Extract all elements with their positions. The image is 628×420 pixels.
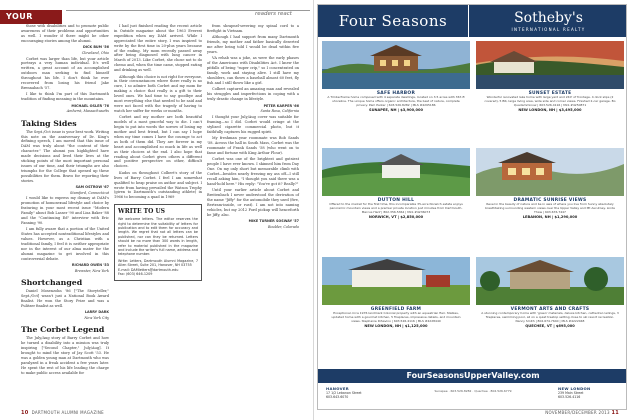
letter-paragraph: Colbert captured an amazing man and revealed his struggles and imperfections in coping with a truly drastic change in lifestyle. [207,87,299,102]
letter-heading-taking-sides: Taking Sides [21,118,77,128]
right-page [314,0,628,420]
listing-title: DRAMATIC SUNRISE VIEWS [513,198,587,203]
left-folio [21,410,104,416]
letter-paragraph: I would like to express my dismay at DAM's promotion of homosexual lifestyle and choice by featuring in your most recent issue "Modern Family" about Bob Lasser '90 and Lisa Baker '88 and the "Continuing Ed" interview with Eric Fanning '90. [21,196,109,225]
letter-paragraph: Corbet and my mother are both beautiful models of a most graceful way to die. I can't begin to put into words the sorrow of losing my mother and best friend, but I can say I hope when my time comes I have the courage to act as both of them did. They are forever in my heart and accomplished so much in life as well as their choices at the end. I also hope that reading about Corbet gives others a different and positive perspective on other, difficult choices. [114,115,202,169]
letter-location: Santa Rosa, California [260,109,299,114]
office-address: 17 1/2 Lebanon Street [326,391,362,396]
listing-photo [476,148,624,196]
sothebys-logo [468,5,627,37]
listing-title: VERMONT ARTS AND CRAFTS [510,307,590,312]
letter-location: Cleveland, Ohio [81,50,109,55]
letter-signature: MIKE TURNER SOSWAY '57 [248,219,299,224]
listing-price: NORWICH, VT | $2,850,000 [368,215,424,220]
listing-title: SAFE HARBOR [376,91,416,96]
listing-title: GREENFIELD FARM [370,307,422,312]
letters-column-2 [114,24,202,281]
listing-description: Wonderful renovated lake home with large yard and 240' of frontage. 4 dock slips (2 covered), 5 BR, large living area, wide side and corner views. Finished 2-car garage. Bo Quadamminow | 603.526.4116 | MLS #4250871 [484,95,616,107]
write-address: Write: Letters, Dartmouth Alumni Magazine, 7 Allen Street, Suite 201, Hanover, NH 03755 [118,258,198,268]
letter-heading-corbet-legend: The Corbet Legend [21,325,105,335]
section-tab: YOUR TURN [0,10,62,24]
letter-location: Boulder, Colorado [268,224,299,229]
listing-title: SUNSET ESTATE [528,91,572,96]
sothebys-subtitle: INTERNATIONAL REALTY [511,27,586,32]
office-name: HANOVER [326,386,349,391]
letter-paragraph: My freshman year roommate was Bob Sands '58. Across the hall in South Mass, Corbet was the roommate of Frank Sands '58 (who went on to fame and fortune with King Arthur Flour). [207,136,299,155]
four-seasons-logo [318,5,468,37]
letters-column-1 [21,24,109,377]
listing-description: Revel in the beauty of nature and be in awe of where you live from Sunny absolutely breathtaking surrounding western views over the Upper Valley and Mt Ascutney. Linda Thaw | 603.676.7447 [485,202,615,214]
letter-paragraph: I thought your July/Aug cover was suitable for framing—so I did. Corbet would cringe at the stylized cigarette commercial photo, but it faithfully captures his rugged spirit. [207,115,299,134]
letter-paragraph: VA rehab was a joke, as were the early phases of the Americans with Disabilities Act. I knew the pitfalls of being "super crip," so I concentrated on family, work and staying alive. I still have my shoulders, can throw a baseball almost 60 feet, fly fish and I still throw like a girl. [207,56,299,85]
listing-sunset-estate[interactable] [476,41,624,112]
page-number: 10 [21,410,29,416]
office-footer [318,383,627,410]
letter-signature: MICHAEL OSLER '76 [71,103,109,108]
letter-paragraph: Corbet was larger than life, but your article portrays a very human individual. It's well written, a great account of an accomplished outdoors man seeking to find himself throughout his life. I don't think he ever recovered from losing his friend Jake Brennabach '57. [21,56,109,90]
website-url-banner[interactable]: FourSeasonsUpperValley.com [318,369,627,383]
letter-paragraph: Kudos on throughout Colbert's story of the lives of Barry Corbet. I feel I am somewhat qualified to heap praise on author and subject. I wrote from having prevailed the Watson Trophy (given to Dartmouth's outstanding athlete) in 1966 to becoming a quad in 1969 [114,170,202,200]
letter-location: Stamford, Connecticut [70,190,109,195]
listing-price: NEW LONDON, NH | $1,125,000 [364,324,428,329]
listing-title: DUTTON HILL [377,198,415,203]
listing-greenfield-farm[interactable] [322,257,470,328]
issue-date: NOVEMBER/DECEMBER 2013 [545,410,610,415]
letter-signature: LARRY DARK [84,310,109,315]
letter-paragraph: I am fully aware that a portion of the United States has accepted nontraditional lifestyles and values. However, as a Christian with a traditional family, I feel it is neither appropriate nor in the interest of our alma mater for the alumni magazine to get involved in this controversial debate. [21,227,109,261]
listing-dramatic-sunrise-views[interactable] [476,148,624,219]
letter-paragraph: Although I had support from many Dartmouth friends, my mother and father basically deserted me after being told I would be dead within five years. [207,35,299,55]
letter-location: Amherst, Massachusetts [66,109,109,114]
letter-location: New York City [84,315,109,320]
office-phone: 603.526.4116 [558,395,581,400]
listing-photo [322,148,470,196]
letter-paragraph: from shrapnel-severing my spinal cord to a firefight in Vietnam. [207,24,299,33]
sothebys-name: Sotheby's [514,10,583,26]
write-to-us-box [114,204,202,280]
listing-description: A stunning contemporary home with 'green' materials, deluxe kitchen, cathedral ceilings, 3 fireplaces, swimming pool, all on a quiet treetop setting close to ski resort recreation. Nancy Smith | 802.674.7640 | MLS #4222048 [481,311,619,323]
office-phone: 603.643.6070 [326,395,349,400]
letter-paragraph: The Sept./Oct issue is your best work. Writing this note on the anniversary of Dr. King's defining speech, I am moved that this issue of DAM was truly about "the content of their character." The alumni you highlighted have made decisions and lived their lives at the sticking points of the most important personal issues of our time, and their triumphs are also triumphs for the College that opened up these possibilities for them. Bravo for reporting their stories. [21,129,109,183]
letter-signature: PETER KARPER '66 [263,103,299,108]
right-folio [545,410,622,416]
listing-photo [476,41,624,89]
listing-price: QUECHEE, VT | $695,000 [525,324,575,329]
letter-paragraph: The July/Aug story of Barry Corbet and how he turned a disability into a mission was truly inspiring ["Second Chapter," July/Aug]. It brought to mind the story of Jay Scott '53. He was a golden young man at Dartmouth who was paralyzed in a freak accident a few years later. He spent the rest of his life leading the charge to make public access available for [21,336,109,375]
letter-signature: DICK BUM '56 [82,45,109,50]
letter-signature: RICHARD OWEN '53 [71,263,109,268]
office-address: 239 Main Street [558,391,584,396]
listing-vermont-arts-and-crafts[interactable] [476,257,624,328]
letter-signature: SAM OSTROW '67 [75,185,109,190]
office-name: NEW LONDON [558,386,591,391]
write-to-us-text: We welcome letters. The editor reserves the right to determine the suitability of letters for publication and to edit them for accuracy and length. We regret that not all letters can be published, nor can they be returned. Letters should be no more than 300 words in length, refer to material published in the magazine and include the writer's full name, address and telephone number. [118,217,199,257]
listing-description: A Timberframe home composed with 4 separate dwellings, located on 3.5 acres with 367-ft shoreline. The unique home offers organic architecture, the best of nature, complete privacy. Pam Parker | 603.526.8282 | MLS #4295186 [327,95,465,107]
letter-paragraph: I had just finished reading the recent article in Outside magazine about the 1963 Everest expedition when my DAM arrived. While I appreciated the entire story, I was inspired to write by the first time in 20-plus years because of the ending. My mom recently passed away after being diagnosed with lung cancer in March of 2013. Like Corbet, she chose not to do chemo and, when the time came, stopped eating and drinking as well. [114,24,202,73]
letter-paragraph: Daniel Mosenzohn '86 ["The Storyteller," Sept./Oct] wasn't just a National Book Award finalist. He won the Story Prize and was a Pulitzer finalist as well. [21,289,109,308]
listing-photo [322,41,470,89]
page-number: 11 [611,410,619,416]
listing-price: NEW LONDON, NH | $3,495,000 [518,108,582,113]
listing-photo [476,257,624,305]
office-secondary: Sunapee · 603.526.8282 · Quechee · 802.526.6779 [434,389,512,393]
listing-dutton-hill[interactable] [322,148,470,219]
listing-safe-harbor[interactable] [322,41,470,112]
office-new-london [558,387,618,400]
listing-description: Exceptional circa 1976 landmark Colonial property with an equestrian flair. Stables, updated home with a gourmet kitchen, 5 fireplaces, impressive details, and mountain views. Stephanie DiSavino | 603.526.4116 | MLS #4228440 [331,311,461,323]
write-email: E-mail: DAMletters@dartmouth.edu [118,267,179,272]
letter-location: Brewster, New York [74,268,109,273]
write-fax: Fax: (603) 646-1209 [118,272,153,277]
real-estate-ad [317,4,627,410]
letter-paragraph: Until your earlier article about Corbet and Breitenbach I never understood the derivation of the name "Jiffy" for the automobile they used (five, Bertram-inside, or rust). I am not into naming vehicles, but my 2012 Ford pickup will henceforth be Jiffy, also. [207,188,299,217]
letter-paragraph: Corbet was one of the brightest and gutsiest people I have ever known. I skinned him from Day One. On my only short but memorable climb with Corbet—besides nearly freezing my ass off—I still recall asking him, "I thought you said there was a hand-hold here." His reply: "You've got it? Really?" [207,157,299,186]
letter-heading-shortchanged: Shortchanged [21,278,83,288]
letters-column-3 [207,24,299,231]
write-to-us-title: WRITE TO US [118,208,166,216]
ad-header [318,5,627,37]
listing-description: Offered to the market for the first time, this incomparable 35-acre Norwich estate enjoys panoramic mountain views and a premier private location just minutes from Dartmouth. Marcus Hanf | 802.356.5364 | MLS #4236073 [329,202,463,214]
listing-price: LEBANON, NH | $1,290,000 [522,215,578,220]
four-seasons-name: Four Seasons [338,12,448,30]
magazine-name: DARTMOUTH ALUMNI MAGAZINE [31,410,104,415]
letter-paragraph: Although this choice is not right for everyone, in their circumstances where there really is no cure, I so admire both Corbet and my mom for making a choice that really is a gift to their loved ones. We had time to say goodbye and most everything else that needed to be said and were not faced with the tragedy of having to watch her suffer for weeks or months. [114,74,202,113]
letter-paragraph: I like to think I'm part of this Dartmouth tradition of finding meaning in the mountains. [21,92,109,102]
office-hanover [326,387,386,400]
section-kicker: readers react [255,11,292,17]
letter-paragraph: those with disabilities and to promote public awareness of their problems and opportunities as well. I wonder if there might be other encouraging stories among the alumni. [21,24,109,43]
listing-price: SUNAPEE, NH | $3,900,000 [368,108,424,113]
listing-photo [322,257,470,305]
